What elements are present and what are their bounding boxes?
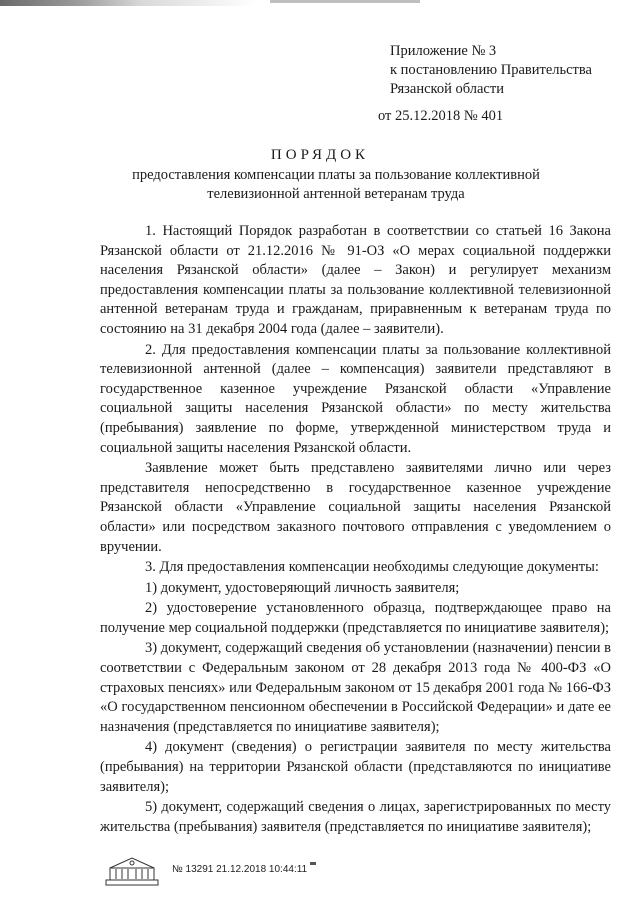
appendix-header [378,42,592,126]
list-item-3: 3) документ, содержащий сведения об установлении (назначении) пенсии в соответствии с Федеральным законом от 28 декабря 2013 года № 400-ФЗ «О страховых пенсиях» или Федеральным законом от 15 декабря 2001 года № 166-ФЗ «О государственном пенсионном обеспечении в Российской Федерации» и дате ее назначения (представляется по инициативе заявителя); [100,640,611,735]
list-item-1: 1) документ, удостоверяющий личность заявителя; [145,579,460,596]
document-body [100,222,611,837]
paragraph-2: 2. Для предоставления компенсации платы за пользование коллективной телевизионной антенной (далее – компенсация) заявители представляют в государственное казенное учреждение Рязанской области «Управление социальной защиты населения Рязанской области» по месту жительства (пребывания) заявление по форме, утвержденной министерством труда и социальной защиты населения Рязанской области. [100,341,611,456]
paragraph-1: 1. Настоящий Порядок разработан в соответствии со статьей 16 Закона Рязанской области от 21.12.2016 № 91-ОЗ «О мерах социальной поддержки населения Рязанской области» (далее – Закон) и регулирует механизм предоставления компенсации платы за пользование коллективной телевизионной антенной ветеранам труда и гражданам, приравненным к ветеранам труда по состоянию на 31 декабря 2004 года (далее – заявители). [100,223,611,337]
scan-edge-mark [270,0,420,3]
building-seal-icon [102,852,162,888]
footer-mark [310,862,316,865]
list-item-5: 5) документ, содержащий сведения о лицах, зарегистрированных по месту жительства (пребывания) заявителя (представляется по инициативе заявителя); [100,799,611,835]
appendix-date: от 25.12.2018 № 401 [378,108,504,124]
appendix-number: Приложение № 3 [390,43,497,59]
list-item-2: 2) удостоверение установленного образца, подтверждающее право на получение мер социальной поддержки (представляется по инициативе заявителя); [100,600,611,636]
paragraph-2-continuation: Заявление может быть представлено заявителями лично или через представителя непосредственно в государственное казенное учреждение Рязанской области «Управление социальной защиты населения Рязанской области» или посредством заказного почтового отправления с уведомлением о вручении. [100,460,611,555]
appendix-region: Рязанской области [390,81,504,97]
appendix-resolution: к постановлению Правительства [390,62,592,78]
document-title: ПОРЯДОК [270,147,370,163]
document-footer [102,852,502,888]
registration-code: № 13291 21.12.2018 10:44:11 [172,864,308,875]
paragraph-3: 3. Для предоставления компенсации необходимы следующие документы: [145,559,599,576]
list-item-4: 4) документ (сведения) о регистрации заявителя по месту жительства (пребывания) на территории Рязанской области (представляются по инициативе заявителя); [100,739,611,795]
document-subtitle: предоставления компенсации платы за пользование коллективной телевизионной антенной ветеранам труда [132,167,540,202]
